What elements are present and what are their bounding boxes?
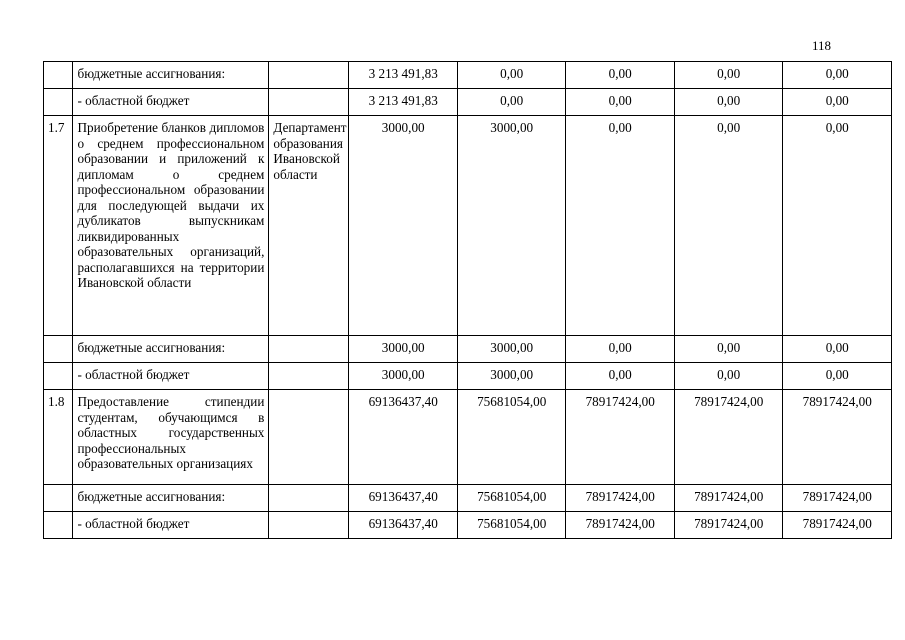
value-cell: 0,00	[783, 336, 892, 363]
value-cell: 75681054,00	[457, 485, 566, 512]
value-cell: 0,00	[674, 336, 783, 363]
value-cell: 78917424,00	[566, 485, 675, 512]
row-index	[44, 62, 73, 89]
row-executor	[269, 89, 349, 116]
value-cell: 0,00	[783, 116, 892, 336]
value-cell: 3 213 491,83	[349, 62, 458, 89]
row-executor	[269, 390, 349, 485]
row-index: 1.8	[44, 390, 73, 485]
value-cell: 0,00	[457, 62, 566, 89]
row-index	[44, 363, 73, 390]
value-cell: 0,00	[566, 62, 675, 89]
value-cell: 3000,00	[457, 336, 566, 363]
row-index	[44, 89, 73, 116]
budget-table	[43, 61, 892, 539]
value-cell: 0,00	[674, 89, 783, 116]
row-executor	[269, 485, 349, 512]
value-cell: 78917424,00	[674, 390, 783, 485]
value-cell: 0,00	[566, 363, 675, 390]
table-row	[44, 363, 892, 390]
value-cell: 78917424,00	[566, 512, 675, 539]
value-cell: 78917424,00	[674, 485, 783, 512]
value-cell: 78917424,00	[674, 512, 783, 539]
table-row	[44, 89, 892, 116]
row-name: бюджетные ассигнования:	[73, 62, 269, 89]
row-index	[44, 485, 73, 512]
value-cell: 69136437,40	[349, 485, 458, 512]
row-executor	[269, 512, 349, 539]
value-cell: 75681054,00	[457, 390, 566, 485]
value-cell: 3000,00	[457, 363, 566, 390]
row-name: - областной бюджет	[73, 512, 269, 539]
value-cell: 0,00	[674, 116, 783, 336]
row-index	[44, 336, 73, 363]
value-cell: 3000,00	[349, 116, 458, 336]
value-cell: 78917424,00	[566, 390, 675, 485]
value-cell: 75681054,00	[457, 512, 566, 539]
row-name: Предоставление стипендии студентам, обучающимся в областных государственных профессиональных образовательных организациях	[73, 390, 269, 485]
table-row	[44, 485, 892, 512]
table-row	[44, 62, 892, 89]
page-number: 118	[812, 38, 832, 53]
row-name: Приобретение бланков дипломов о среднем профессиональном образовании и приложений к дипломам о среднем профессиональном образовании для последующей выдачи их дубликатов выпускникам ликвидированных образовательных организаций, располагавшихся на территории Ивановской области	[73, 116, 269, 336]
table-row	[44, 336, 892, 363]
value-cell: 0,00	[566, 116, 675, 336]
table-row	[44, 390, 892, 485]
value-cell: 0,00	[783, 62, 892, 89]
row-executor: Департамент образования Ивановской области	[269, 116, 349, 336]
value-cell: 0,00	[457, 89, 566, 116]
row-index	[44, 512, 73, 539]
value-cell: 0,00	[783, 89, 892, 116]
value-cell: 0,00	[674, 62, 783, 89]
row-name: бюджетные ассигнования:	[73, 485, 269, 512]
row-name: бюджетные ассигнования:	[73, 336, 269, 363]
value-cell: 69136437,40	[349, 390, 458, 485]
value-cell: 78917424,00	[783, 390, 892, 485]
table-row	[44, 512, 892, 539]
row-index: 1.7	[44, 116, 73, 336]
row-name: - областной бюджет	[73, 363, 269, 390]
row-executor	[269, 336, 349, 363]
value-cell: 3000,00	[457, 116, 566, 336]
value-cell: 69136437,40	[349, 512, 458, 539]
value-cell: 0,00	[566, 336, 675, 363]
value-cell: 0,00	[783, 363, 892, 390]
table-row	[44, 116, 892, 336]
row-name: - областной бюджет	[73, 89, 269, 116]
row-executor	[269, 363, 349, 390]
row-executor	[269, 62, 349, 89]
value-cell: 3000,00	[349, 363, 458, 390]
value-cell: 3000,00	[349, 336, 458, 363]
value-cell: 78917424,00	[783, 512, 892, 539]
value-cell: 78917424,00	[783, 485, 892, 512]
value-cell: 0,00	[566, 89, 675, 116]
value-cell: 0,00	[674, 363, 783, 390]
value-cell: 3 213 491,83	[349, 89, 458, 116]
